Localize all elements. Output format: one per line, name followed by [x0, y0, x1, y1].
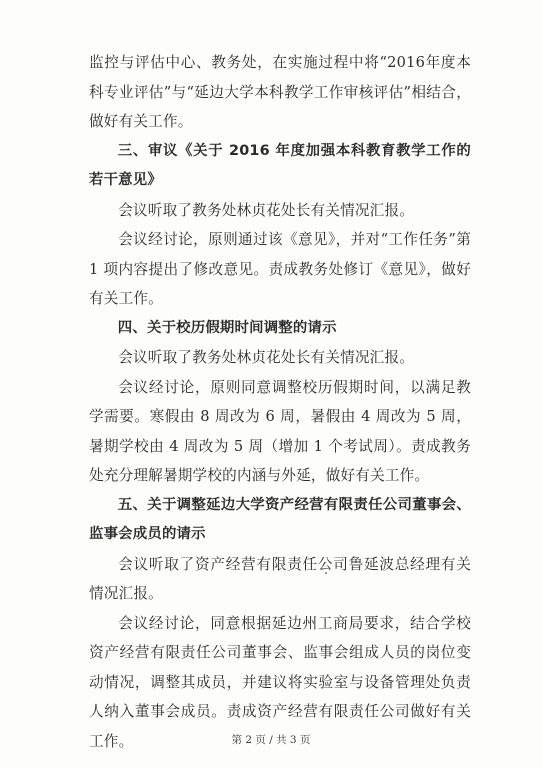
paragraph: 会议听取了教务处林贞花处长有关情况汇报。 — [118, 201, 415, 219]
scan-speck — [325, 572, 327, 574]
paragraph-continuation: 监控与评估中心、教务处，在实施过程中将“2016年度本科专业评估”与“延边大学本科教学工作审核评估”相结合，做好有关工作。 — [89, 54, 471, 130]
page-number: 第 2 页 / 共 3 页 — [231, 734, 311, 746]
section-heading-3: 三、审议《关于 2016 年度加强本科教育教学工作的若干意见》 — [89, 142, 471, 188]
document-body — [89, 48, 471, 756]
paragraph: 会议经讨论，原则同意调整校历假期时间，以满足教学需要。寒假由 8 周改为 6 周，暑假由 4 周改为 5 周，暑期学校由 4 周改为 5 周（增加 1 个考试周）。责成教务处充分理解暑期学校的内涵与外延，做好有关工作。 — [89, 378, 471, 484]
paragraph: 会议听取了教务处林贞花处长有关情况汇报。 — [118, 349, 415, 366]
paragraph: 会议经讨论，原则通过该《意见》，并对“工作任务”第 1 项内容提出了修改意见。责成教务处修订《意见》，做好有关工作。 — [89, 231, 471, 307]
paragraph: 会议听取了资产经营有限责任公司鲁延波总经理有关情况汇报。 — [89, 555, 471, 602]
section-heading-5: 五、关于调整延边大学资产经营有限责任公司董事会、监事会成员的请示 — [89, 496, 471, 542]
paragraph: 会议经讨论，同意根据延边州工商局要求，结合学校资产经营有限责任公司董事会、监事会组成人员的岗位变动情况，调整其成员，并建议将实验室与设备管理处负责人纳入董事会成员。责成资产经营有限责任公司做好有关工作。 — [89, 614, 471, 750]
section-heading-4: 四、关于校历假期时间调整的请示 — [117, 319, 337, 336]
